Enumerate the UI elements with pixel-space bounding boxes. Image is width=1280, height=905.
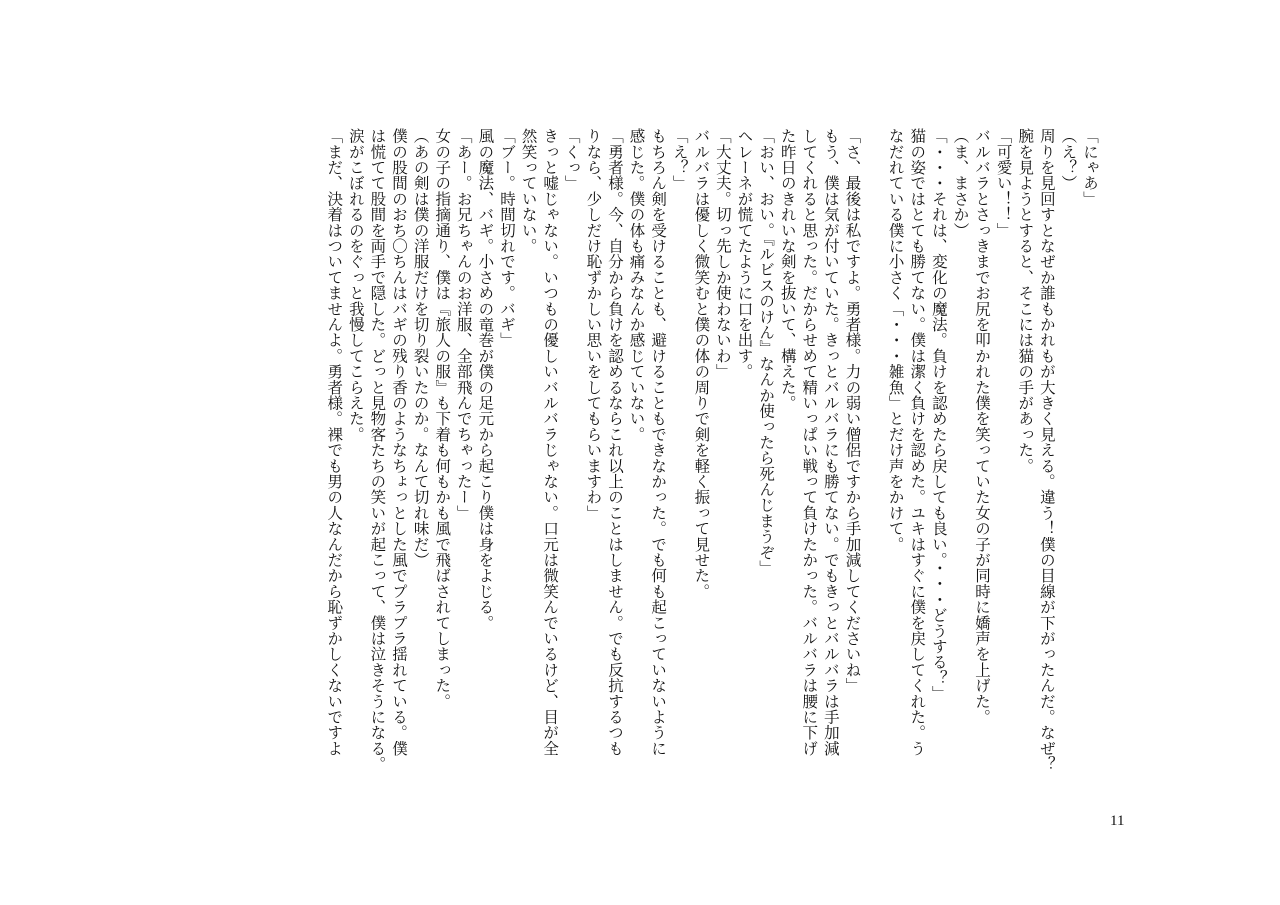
text-line: 女の子の指摘通り、僕は『旅人の服』も下着も何もかも風で飛ばされてしまった。 [433, 128, 452, 709]
text-line: は慌てて股間を両手で隠した。どっと見物客たちの笑いが起こって、僕は泣きそうになる。 [368, 128, 387, 772]
text-line: （え？） [1059, 128, 1078, 191]
text-line: 「ブー。時間切れです。バギ」 [497, 128, 516, 348]
text-line: 「え？」 [670, 128, 689, 191]
text-line: りなら、少しだけ恥ずかしい思いをしてもらいますわ」 [584, 128, 603, 521]
text-line: してくれると思った。だからせめて精いっぱい戦って負けたかった。バルバラは腰に下げ [800, 128, 819, 756]
text-line: 「くっ」 [562, 128, 581, 191]
text-line: 「勇者様。今、自分から負けを認めるならこれ以上のことはしません。でも反抗するつも [605, 128, 624, 756]
text-line: 「大丈夫。切っ先しか使わないわ」 [713, 128, 732, 380]
text-line: 周りを見回すとなぜか誰もかれもが大きく見える。違う！僕の目線が下がったんだ。なぜ？ [1037, 128, 1056, 772]
text-line: 「可愛い！！」 [994, 128, 1013, 238]
text-line: 「さ、最後は私ですよ。勇者様。力の弱い僧侶ですから手加減してくださいね」 [843, 128, 862, 694]
text-line: もう、僕は気が付いていた。きっとバルバラにも勝てない。でもきっとバルバラは手加減 [821, 128, 840, 756]
text-line: 風の魔法、バギ。小さめの竜巻が僕の足元から起こり僕は身をよじる。 [476, 128, 495, 631]
text-line: 感じた。僕の体も痛みなんか感じていない。 [627, 128, 646, 442]
text-line: （ま、まさか） [951, 128, 970, 238]
text-line: 僕の股間のおち〇ちんはバギの残り香のようなちょっとした風でプラプラ揺れている。僕 [390, 128, 408, 756]
blank-line [862, 128, 884, 788]
text-line: 腕を見ようとすると、そこには猫の手があった。 [1016, 128, 1035, 474]
text-line: 猫の姿ではとても勝てない。僕は潔く負けを認めた。ユキはすぐに僕を戻してくれた。う [908, 128, 927, 756]
page-number: 11 [1110, 813, 1125, 829]
text-line: もちろん剣を受けることも、避けることもできなかった。でも何も起こっていないように [649, 128, 668, 756]
text-line: バルバラは優しく微笑むと僕の体の周りで剣を軽く振って見せた。 [692, 128, 711, 599]
text-line: バルバラとさっきまでお尻を叩かれた僕を笑っていた女の子が同時に嬌声を上げた。 [973, 128, 992, 725]
text-line: 涙がこぼれるのをぐっと我慢してこらえた。 [346, 128, 365, 442]
text-line: きっと嘘じゃない。いつもの優しいバルバラじゃない。口元は微笑んでいるけど、目が全 [541, 128, 560, 756]
text-line: 「・・・それは、変化の魔法。負けを認めたら戻しても良い。・・・どうする？」 [929, 128, 948, 702]
text-line: （あの剣は僕の洋服だけを切り裂いたのか。なんて切れ味だ） [411, 128, 430, 568]
text-line: 「まだ、決着はついてませんよ。勇者様。裸でも男の人なんだから恥ずかしくないですよ [325, 128, 344, 756]
text-line: 「おい、おい。『ルビスのけん』なんか使ったら死んじまうぞ」 [757, 128, 776, 576]
text-line: なだれている僕に小さく「・・・雑魚」とだけ声をかけて。 [886, 128, 905, 552]
text-line: 「あー。お兄ちゃんのお洋服、全部飛んでちゃったー」 [454, 128, 473, 521]
text-line: ヘレーネが慌てたように口を出す。 [735, 128, 754, 380]
text-line: 然笑っていない。 [519, 128, 538, 254]
text-line: 「にゃあ」 [1081, 128, 1099, 207]
vertical-text-body [150, 128, 1100, 788]
text-line: た昨日のきれいな剣を抜いて、構えた。 [778, 128, 797, 411]
